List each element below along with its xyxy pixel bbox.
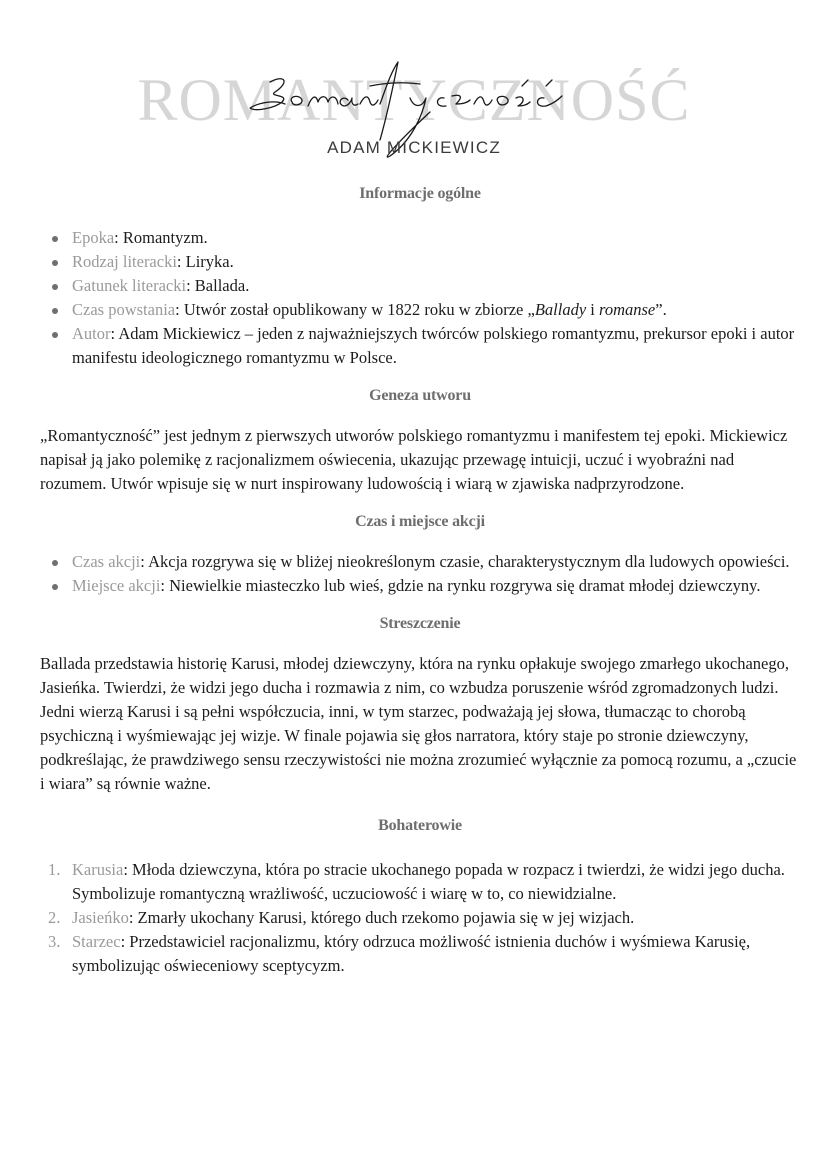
info-list: [40, 226, 800, 370]
item-label: Jasieńko: [72, 908, 129, 927]
info-item-czas-powstania: [40, 298, 800, 322]
item-sep: :: [175, 300, 184, 319]
item-number: 1.: [48, 860, 61, 879]
character-item-jasienko: [40, 906, 800, 930]
info-item-epoka: [40, 226, 800, 250]
content: [40, 182, 800, 978]
item-label: Rodzaj literacki: [72, 252, 177, 271]
title-block: [0, 58, 828, 168]
bullet-icon: [52, 308, 58, 314]
time-place-item-miejsce: [40, 574, 800, 598]
item-sep: :: [176, 252, 186, 271]
item-text: Ballada.: [194, 276, 250, 295]
item-sep: :: [120, 932, 130, 951]
item-italic: romanse: [599, 300, 656, 319]
info-item-gatunek: [40, 274, 800, 298]
section-heading-genesis: Geneza utworu: [369, 387, 471, 404]
time-place-list: [40, 550, 800, 598]
item-text: Adam Mickiewicz – jeden z najważniejszych twórców polskiego romantyzmu, prekursor epoki i autor manifestu ideologicznego romantyzmu w Polsce.: [72, 324, 795, 367]
section-heading-time-place: Czas i miejsce akcji: [355, 513, 485, 530]
section-heading-summary: Streszczenie: [379, 615, 461, 632]
item-sep: :: [128, 908, 138, 927]
characters-list: [40, 858, 800, 978]
section-heading-info: Informacje ogólne: [359, 185, 481, 202]
item-text: Młoda dziewczyna, która po stracie ukochanego popada w rozpacz i twierdzi, że widzi jego ducha. Symbolizuje romantyczną wrażliwość, uczuciowość i wiarę w to, co niewidzialne.: [72, 860, 785, 903]
info-item-autor: [40, 322, 800, 370]
item-label: Gatunek literacki: [72, 276, 187, 295]
time-place-item-czas: [40, 550, 800, 574]
genesis-paragraph: „Romantyczność” jest jednym z pierwszych utworów polskiego romantyzmu i manifestem tej epoki. Mickiewicz napisał ją jako polemikę z racjonalizmem oświecenia, ukazując przewagę intuicji, uczuć i wyobraźni nad rozumem. Utwór wpisuje się w nurt inspirowany ludowością i wiarą w zjawiska nadprzyrodzone.: [40, 426, 788, 493]
item-label: Starzec: [72, 932, 121, 951]
item-text: Niewielkie miasteczko lub wieś, gdzie na rynku rozgrywa się dramat młodej dziewczyny.: [169, 576, 761, 595]
item-sep: :: [110, 324, 119, 343]
item-label: Karusia: [72, 860, 124, 879]
title-background-text: ROMANTYCZNOŚĆ: [137, 67, 691, 133]
bullet-icon: [52, 236, 58, 242]
item-text: Liryka.: [185, 252, 234, 271]
item-sep: :: [186, 276, 195, 295]
item-text: Przedstawiciel racjonalizmu, który odrzuca możliwość istnienia duchów i wyśmiewa Karusię, symbolizując oświeceniowy sceptycyzm.: [72, 932, 751, 975]
item-sep: :: [160, 576, 170, 595]
item-number: 3.: [48, 932, 61, 951]
item-number: 2.: [48, 908, 61, 927]
character-item-starzec: [40, 930, 800, 978]
item-label: Miejsce akcji: [72, 576, 161, 595]
section-heading-characters: Bohaterowie: [378, 817, 462, 834]
item-label: Autor: [72, 324, 111, 343]
item-label: Czas powstania: [72, 300, 176, 319]
item-italic: Ballady: [534, 300, 587, 319]
bullet-icon: [52, 584, 58, 590]
info-item-rodzaj: [40, 250, 800, 274]
item-label: Epoka: [72, 228, 115, 247]
item-sep: :: [123, 860, 133, 879]
character-item-karusia: [40, 858, 800, 906]
item-text: Utwór został opublikowany w 1822 roku w zbiorze „: [183, 300, 535, 319]
item-label: Czas akcji: [72, 552, 141, 571]
item-text: Zmarły ukochany Karusi, którego duch rzekomo pojawia się w jej wizjach.: [137, 908, 635, 927]
bullet-icon: [52, 332, 58, 338]
item-text: Romantyzm.: [122, 228, 208, 247]
bullet-icon: [52, 284, 58, 290]
item-sep: :: [140, 552, 149, 571]
summary-paragraph: Ballada przedstawia historię Karusi, młodej dziewczyny, która na rynku opłakuje swojego zmarłego ukochanego, Jasieńka. Twierdzi, że widzi jego ducha i rozmawia z nim, co wzbudza poruszenie wśród zgromadzonych ludzi. Jedni wierzą Karusi i są pełni współczucia, inni, w tym starzec, podważają jej słowa, tłumacząc to chorobą psychiczną i wyśmiewając jej wizje. W finale pojawia się głos narratora, który staje po stronie dziewczyny, podkreślając, że prawdziwego sensu rzeczywistości nie można zrozumieć wyłącznie za pomocą rozumu, a „czucie i wiara” są równie ważne.: [40, 654, 797, 793]
item-text-after: ”.: [655, 300, 667, 319]
item-text-mid: i: [586, 300, 600, 319]
item-sep: :: [114, 228, 123, 247]
bullet-icon: [52, 560, 58, 566]
item-text: Akcja rozgrywa się w bliżej nieokreślonym czasie, charakterystycznym dla ludowych opowieści.: [148, 552, 790, 571]
bullet-icon: [52, 260, 58, 266]
author-subtitle: ADAM MICKIEWICZ: [327, 138, 501, 157]
